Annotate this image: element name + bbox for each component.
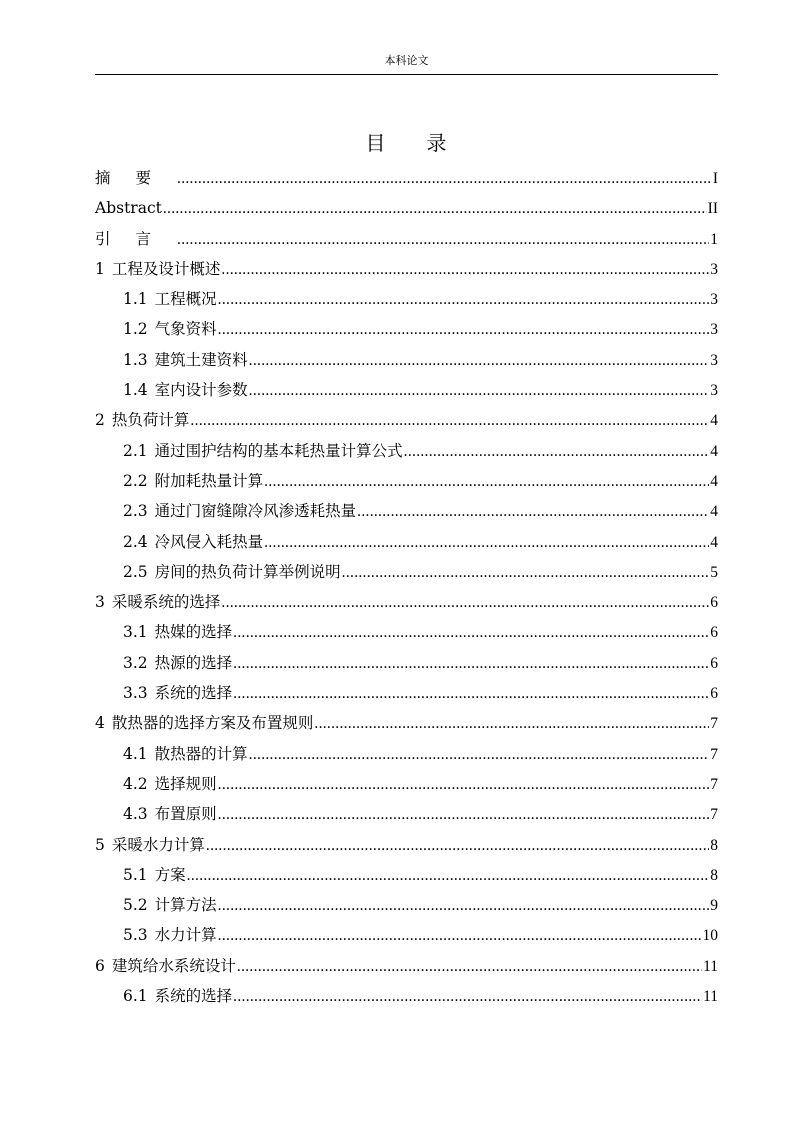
toc-entry[interactable] — [95, 648, 718, 678]
toc-entry[interactable] — [95, 830, 718, 860]
toc-entry-page: 3 — [710, 291, 718, 309]
toc-entry-number: 1.1 — [123, 290, 148, 309]
toc-dot-leader — [404, 437, 710, 467]
toc-entry-page: 7 — [710, 745, 718, 763]
toc-entry-text: 采暖水力计算 — [111, 835, 205, 854]
toc-entry-number: 6.1 — [123, 987, 148, 1006]
toc-entry-label — [123, 466, 263, 496]
toc-entry-page: II — [707, 200, 718, 218]
toc-dot-leader — [264, 528, 709, 558]
page-header — [95, 54, 718, 75]
toc-entry-text: 附加耗热量计算 — [154, 471, 264, 490]
toc-entry[interactable] — [95, 224, 718, 254]
toc-entry[interactable] — [95, 587, 718, 617]
toc-entry-number: 5 — [95, 835, 105, 854]
toc-entry-label — [95, 405, 189, 435]
toc-entry[interactable] — [95, 557, 718, 587]
toc-entry-number: 3.1 — [123, 623, 148, 642]
toc-entry-label — [123, 890, 217, 920]
toc-entry-label — [123, 496, 356, 526]
toc-entry-text: 建筑土建资料 — [154, 350, 248, 369]
toc-entry-text: 热媒的选择 — [154, 623, 233, 642]
toc-entry-text: 冷风侵入耗热量 — [154, 532, 264, 551]
toc-entry[interactable] — [95, 436, 718, 466]
toc-entry-label — [95, 193, 162, 223]
toc-entry-page: 7 — [710, 775, 718, 793]
toc-entry[interactable] — [95, 375, 718, 405]
toc-entry[interactable] — [95, 314, 718, 344]
toc-entry-number: 5.1 — [123, 865, 148, 884]
toc-entry-text: 室内设计参数 — [154, 381, 248, 400]
toc-entry[interactable] — [95, 284, 718, 314]
toc-entry-number: 1.2 — [123, 320, 148, 339]
toc-entry-number: 6 — [95, 956, 105, 975]
toc-entry[interactable] — [95, 617, 718, 647]
toc-dot-leader — [218, 891, 710, 921]
toc-entry-label — [123, 648, 232, 678]
toc-entry-label — [95, 163, 176, 193]
toc-entry-text: 引言 — [95, 229, 177, 248]
toc-dot-leader — [249, 346, 710, 376]
toc-dot-leader — [177, 164, 712, 194]
toc-entry-number: 2.3 — [123, 502, 148, 521]
toc-entry-number: 2.1 — [123, 441, 148, 460]
toc-entry-page: 5 — [710, 563, 718, 581]
toc-entry-text: 散热器的计算 — [154, 744, 248, 763]
toc-dot-leader — [233, 649, 709, 679]
toc-entry-number: 3.3 — [123, 684, 148, 703]
toc-entry-label — [95, 254, 220, 284]
toc-entry-number: 2.5 — [123, 562, 148, 581]
toc-dot-leader — [249, 376, 710, 406]
toc-dot-leader — [218, 770, 710, 800]
toc-entry-label — [123, 345, 248, 375]
toc-entry-label — [123, 314, 217, 344]
toc-entry[interactable] — [95, 193, 718, 223]
toc-dot-leader — [249, 740, 710, 770]
toc-entry-label — [123, 527, 263, 557]
toc-dot-leader — [314, 709, 709, 739]
toc-dot-leader — [190, 406, 709, 436]
toc-entry-page: 3 — [710, 321, 718, 339]
toc-entry[interactable] — [95, 799, 718, 829]
toc-dot-leader — [218, 800, 710, 830]
toc-dot-leader — [221, 588, 709, 618]
toc-dot-leader — [218, 285, 710, 315]
toc-entry-text: 选择规则 — [154, 774, 217, 793]
toc-entry-page: 3 — [710, 260, 718, 278]
toc-entry[interactable] — [95, 496, 718, 526]
toc-entry-number: 1.4 — [123, 381, 148, 400]
toc-entry-label — [123, 739, 248, 769]
toc-entry[interactable] — [95, 708, 718, 738]
toc-entry[interactable] — [95, 769, 718, 799]
toc-entry[interactable] — [95, 981, 718, 1011]
toc-entry-label — [123, 617, 232, 647]
toc-entry-page: 8 — [710, 866, 718, 884]
toc-dot-leader — [264, 467, 709, 497]
toc-entry-number: 4 — [95, 714, 105, 733]
toc-entry-text: 气象资料 — [154, 320, 217, 339]
header-text: 本科论文 — [384, 54, 429, 67]
toc-entry-text: 工程及设计概述 — [111, 259, 221, 278]
toc-dot-leader — [357, 497, 709, 527]
toc-entry-number: 3.2 — [123, 653, 148, 672]
toc-entry-text: 摘要 — [95, 169, 177, 187]
toc-entry-label — [123, 799, 217, 829]
toc-entry-text: 系统的选择 — [154, 684, 233, 703]
toc-entry[interactable] — [95, 163, 718, 193]
toc-entry[interactable] — [95, 466, 718, 496]
toc-entry-number: 4.1 — [123, 744, 148, 763]
toc-entry-text: 热负荷计算 — [111, 411, 190, 430]
toc-title-char-2: 录 — [426, 131, 448, 155]
toc-entry-text: 布置原则 — [154, 805, 217, 824]
toc-entry-label — [123, 678, 232, 708]
toc-entry-number: 4.3 — [123, 805, 148, 824]
toc-dot-leader — [206, 831, 709, 861]
toc-entry-page: 7 — [710, 715, 718, 733]
toc-entry-text: Abstract — [95, 199, 162, 218]
toc-dot-leader — [233, 618, 709, 648]
toc-entry-page: I — [712, 170, 718, 187]
toc-dot-leader — [342, 558, 710, 588]
toc-entry-text: 建筑给水系统设计 — [111, 956, 236, 975]
toc-entry-label — [123, 284, 217, 314]
toc-entry[interactable] — [95, 254, 718, 284]
table-of-contents — [95, 163, 718, 1011]
toc-entry-label — [123, 860, 186, 890]
toc-entry-page: 4 — [710, 533, 718, 551]
toc-entry-page: 6 — [710, 624, 718, 642]
toc-entry-label — [123, 981, 232, 1011]
toc-entry-page: 3 — [710, 351, 718, 369]
toc-dot-leader — [187, 861, 710, 891]
toc-entry-number: 2 — [95, 411, 105, 430]
toc-entry-number: 5.2 — [123, 896, 148, 915]
toc-entry-number: 2.2 — [123, 471, 148, 490]
toc-entry-text: 热源的选择 — [154, 653, 233, 672]
toc-entry-number: 2.4 — [123, 532, 148, 551]
toc-entry[interactable] — [95, 405, 718, 435]
toc-entry-label — [123, 375, 248, 405]
toc-entry-text: 散热器的选择方案及布置规则 — [111, 714, 314, 733]
toc-entry-text: 系统的选择 — [154, 987, 233, 1006]
toc-entry-text: 水力计算 — [154, 926, 217, 945]
toc-entry[interactable] — [95, 345, 718, 375]
toc-entry-page: 7 — [710, 806, 718, 824]
toc-entry-page: 1 — [710, 230, 718, 248]
toc-entry[interactable] — [95, 678, 718, 708]
toc-dot-leader — [237, 952, 702, 982]
toc-entry-text: 方案 — [154, 865, 186, 884]
toc-dot-leader — [218, 315, 710, 345]
toc-dot-leader — [177, 225, 709, 255]
toc-entry-label — [95, 587, 220, 617]
toc-title — [95, 128, 718, 158]
toc-entry-page: 6 — [710, 685, 718, 703]
toc-entry-number: 1.3 — [123, 350, 148, 369]
toc-entry[interactable] — [95, 860, 718, 890]
toc-entry-text: 通过围护结构的基本耗热量计算公式 — [154, 441, 403, 460]
toc-entry-label — [95, 708, 313, 738]
toc-entry-page: 11 — [703, 957, 718, 975]
toc-entry[interactable] — [95, 951, 718, 981]
toc-entry-label — [95, 951, 236, 981]
toc-dot-leader — [221, 255, 709, 285]
toc-entry-page: 4 — [710, 412, 718, 430]
toc-entry-text: 采暖系统的选择 — [111, 593, 221, 612]
toc-entry[interactable] — [95, 920, 718, 950]
toc-entry-number: 5.3 — [123, 926, 148, 945]
toc-entry[interactable] — [95, 739, 718, 769]
toc-entry[interactable] — [95, 527, 718, 557]
toc-entry-page: 3 — [710, 382, 718, 400]
toc-entry-page: 6 — [710, 654, 718, 672]
toc-entry-page: 11 — [703, 988, 718, 1006]
toc-entry-label — [95, 224, 176, 254]
toc-title-char-1: 目 — [365, 131, 387, 155]
toc-entry-page: 8 — [710, 836, 718, 854]
toc-entry-label — [123, 436, 403, 466]
toc-entry-number: 3 — [95, 593, 105, 612]
toc-entry-label — [95, 830, 205, 860]
toc-entry-number: 4.2 — [123, 774, 148, 793]
toc-dot-leader — [233, 679, 709, 709]
toc-entry-page: 9 — [710, 897, 718, 915]
toc-entry[interactable] — [95, 890, 718, 920]
toc-entry-text: 房间的热负荷计算举例说明 — [154, 562, 341, 581]
toc-entry-number: 1 — [95, 259, 105, 278]
toc-entry-label — [123, 920, 217, 950]
toc-dot-leader — [163, 194, 707, 224]
toc-entry-page: 4 — [710, 503, 718, 521]
toc-entry-page: 4 — [710, 472, 718, 490]
toc-entry-page: 6 — [710, 594, 718, 612]
toc-entry-text: 通过门窗缝隙冷风渗透耗热量 — [154, 502, 357, 521]
toc-entry-page: 10 — [702, 927, 718, 945]
toc-entry-page: 4 — [710, 442, 718, 460]
toc-entry-label — [123, 557, 341, 587]
toc-entry-label — [123, 769, 217, 799]
toc-entry-text: 计算方法 — [154, 896, 217, 915]
toc-dot-leader — [218, 921, 702, 951]
toc-dot-leader — [233, 982, 702, 1012]
toc-entry-text: 工程概况 — [154, 290, 217, 309]
